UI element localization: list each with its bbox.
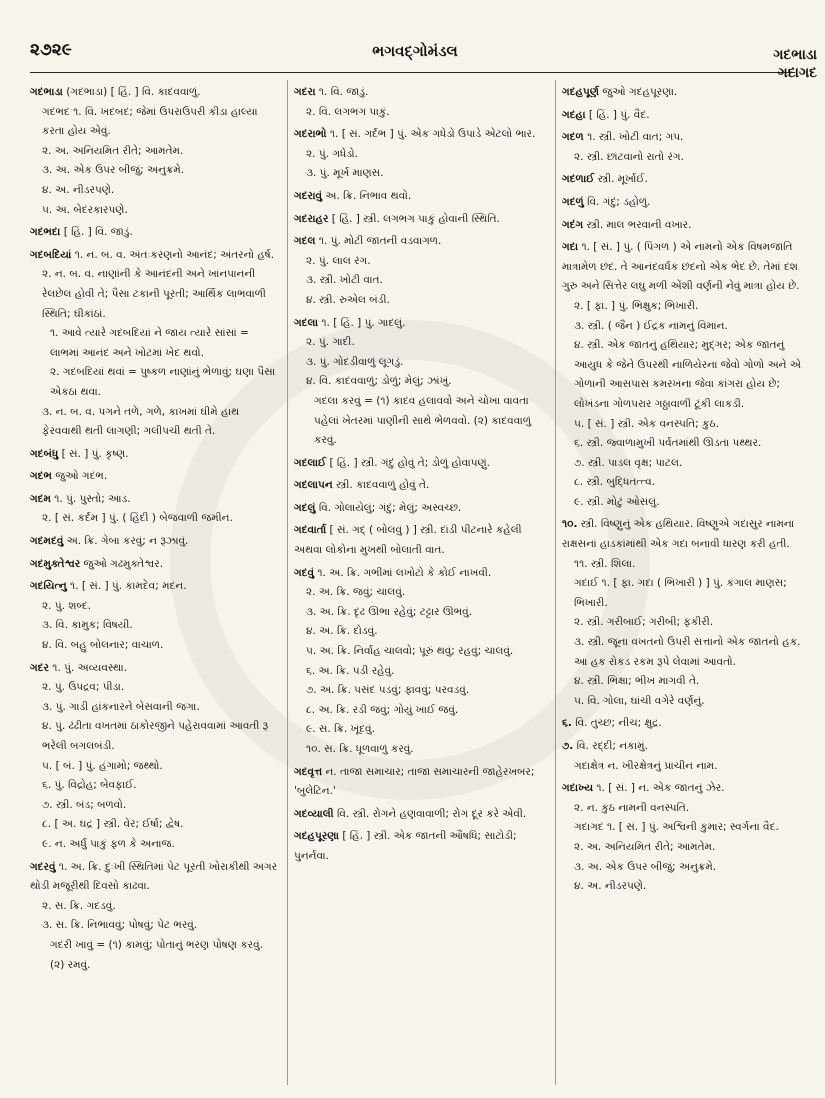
dictionary-sense-line: ૪. અ. ક્રિ. દોડવું. — [306, 625, 378, 638]
header-rule — [30, 72, 795, 73]
headword: ગદરાવું — [294, 189, 323, 202]
dictionary-column-1 — [30, 80, 280, 1090]
headword: ગદમ — [30, 492, 51, 505]
headword: ગદભાડા — [30, 86, 63, 98]
dictionary-sense-line: ૫. વિ. ગોલા, ઘાંચી વગેરે વર્ણનું. — [574, 694, 705, 707]
headword: ગદરવું — [30, 860, 56, 873]
dictionary-headword-entry: ગદલા ૧. [ હિં. ] પું. ગાદલું. — [294, 316, 406, 329]
dictionary-sense-line: ૩. વિ. કામુક; વિષયી. — [42, 619, 133, 632]
dictionary-sense-line: ૨. પું. ગાદી. — [306, 336, 355, 349]
headword: ગદલા — [294, 316, 319, 329]
dictionary-headword-entry: ગદબંધુ [ સં. ] પું. કૃષ્ણ. — [30, 447, 129, 460]
dictionary-headword-entry: ગદબદિયાં ૧. ન. બ. વ. અંતઃકરણનો આનંદ; અંતરનો હર્ષ. — [30, 248, 275, 261]
dictionary-sense-line: ૨. પું. શબ્દ. — [42, 599, 92, 612]
dictionary-headword-entry: ગદવું ૧. અ. ક્રિ. ગભીમાં લખોટો કે કોઈ નાખવી. — [294, 566, 492, 579]
dictionary-sense-line: ૩. પું. ગોદડીવાળું લૂગડું. — [306, 355, 404, 368]
dictionary-headword-entry: ગદવૃત્ત ન. તાજા સમાચાર; તાજા સમાચારની જાહેરખબર; 'બુલેટિન.' — [294, 765, 535, 798]
dictionary-sense-line: ૪. સ્ત્રી. ભિક્ષા; ભીખ માગવી તે. — [574, 675, 700, 688]
dictionary-headword-entry: ગદલાપન સ્ત્રી. કાદવવાળું હોવું તે. — [294, 479, 430, 492]
headword: ગદલાઈ — [294, 456, 327, 469]
dictionary-sense-line: ૩. સ્ત્રી. ખોટી વાત. — [306, 274, 383, 287]
dictionary-sense-line: ગદરી ખાવું = (૧) કામવું; પોતાનું ભરણ પોષણ કરવું. (૨) રમવું. — [50, 938, 263, 971]
dictionary-headword-entry: ગદળ ૧. સ્ત્રી. ખોટી વાત; ગપ. — [562, 131, 684, 144]
dictionary-sense-line: ૨. પું. લાલ રંગ. — [306, 254, 371, 267]
dictionary-headword-entry: ગદમ ૧. પું. પુસ્તો; આડ. — [30, 492, 131, 505]
dictionary-sense-line: ૧. આવે ત્યારે ગદબદિયાં ને જાય ત્યારે સાંસાં = લાભમાં આનંદ અને ખોટમાં ખેદ થવો. — [50, 327, 249, 359]
dictionary-headword-entry: ગદમદવું અ. ક્રિ. ગેબા કરવું; ન રૂઝાવું. — [30, 535, 189, 548]
dictionary-sense-line: ૩. પું. મૂર્ખ માણસ. — [306, 167, 384, 180]
column-divider — [555, 80, 556, 1085]
headword: ગદબંધુ — [30, 447, 59, 460]
dictionary-headword-entry: ગદભ જુઓ ગદભ. — [30, 470, 108, 483]
headword: ગદંગ — [562, 218, 584, 231]
headword: ગદવૃત્ત — [294, 765, 323, 778]
dictionary-sense-line: ૨. ગદબદિયાં થવાં = પુષ્કળ નાણાંનું ભેળાવું; ઘણા પૈસા એકઠા થવા. — [50, 366, 276, 398]
dictionary-sense-line: ૨. સ્ત્રી. ગરીબાઈ; ગરીબી; ફકીરી. — [574, 616, 714, 629]
dictionary-sense-line: ૨. વિ. લગભગ પાકું. — [306, 105, 390, 118]
headword: ગદયિત્નુ — [30, 580, 67, 593]
dictionary-headword-entry: ગદવાર્તા [ સં. ગદ્ ( બોલવું ) ] સ્ત્રી. દાંડી પીટનારે કહેલી અથવા લોકોના મુખથી બોલાતી વાત. — [294, 524, 522, 557]
dictionary-headword-entry: ગદરા ૧. વિ. જાડું. — [294, 86, 369, 98]
dictionary-headword-entry: ગદરાભો ૧. [ સં. ગર્દભ ] પું. એક ગધેડો ઉપાડે એટલો ભાર. — [294, 128, 536, 141]
dictionary-sense-line: ૨. [ ફા. ] પું. ભિક્ષુક; ભિખારી. — [574, 299, 699, 312]
dictionary-sense-line: ૨. અ. અનિયમિત રીતે; આમતેમ. — [42, 144, 184, 157]
dictionary-headword-entry: ગદાખ્ય ૧. [ સં. ] ન. એક જાતનું ઝેર. — [562, 782, 725, 795]
dictionary-sense-line: ગદભદ ૧. વિ. ખદબદ; જેમાં ઉપરાઉપરી કીડા હાલ્યા કરતા હોય એવું. — [42, 105, 258, 138]
dictionary-sense-line: ૨. અ. ક્રિ. જવું; ચાલવું. — [306, 586, 406, 599]
dictionary-sense-line: ૭. સ્ત્રી. પાડલ વૃક્ષ; પાટલ. — [574, 456, 683, 469]
dictionary-column-3 — [562, 80, 810, 1090]
headword: ૧૦. — [562, 518, 578, 531]
headword: ગદબદિયાં — [30, 248, 72, 261]
dictionary-sense-line: ૧૧. સ્ત્રી. શિલા. — [574, 557, 636, 570]
page-title: ભગવદ્ગોમંડલ — [372, 42, 458, 60]
headword: ગદહપૂરણા — [294, 830, 339, 843]
dictionary-sense-line: ૨. પું. ઉપદ્રવ; પીડા. — [42, 681, 125, 694]
dictionary-headword-entry: ગદંગ સ્ત્રી. માલ ભરવાની વખાર. — [562, 218, 692, 231]
headword: ગદલ — [294, 235, 316, 248]
dictionary-sense-line: ૩. સ્ત્રી. જૂના વખતનો ઉપરી સત્તાનો એક જાતનો હક. આ હક રોકડ રકમ રૂપે લેવામાં આવતો. — [574, 636, 801, 668]
headword: ગદળાઈ — [562, 173, 595, 186]
dictionary-sense-line: ૫. અ. ક્રિ. નિર્વાહ ચાલવો; પૂરું થવું; રહવું; ચાલવું. — [306, 645, 514, 658]
dictionary-sense-line: ૮. સ્ત્રી. બુદ્ધિતત્ત્વ. — [574, 476, 656, 489]
headword: ગદા — [562, 241, 579, 254]
dictionary-sense-line: ૬. સ્ત્રી. જ્વાળામુખી પર્વતમાંથી ઊડતા પથ્થર. — [574, 437, 762, 450]
dictionary-sense-line: ૫. [ સં. ] સ્ત્રી. એક વનસ્પતિ; કુઠ. — [574, 417, 719, 430]
dictionary-sense-line: ગદાગદ ૧. [ સં. ] પું. અશ્વિની કુમાર; સ્વર્ગના વૈદ. — [574, 821, 779, 834]
dictionary-sense-line: ૨. સ. ક્રિ. ગદડવું. — [42, 899, 116, 912]
dictionary-headword-entry: ગદહા [ હિં. ] પું. વૈદ. — [562, 108, 650, 121]
dictionary-sense-line: ૬. પું. વિદ્રોહ; બેવફાઈ. — [42, 779, 137, 792]
dictionary-sense-line: ૫. [ બં. ] પું. હંગામો; જથ્થો. — [42, 759, 163, 772]
dictionary-sense-line: ૨. [ સં. કર્દમ ] પું. ( હિંદી ) બેજવાળી જમીન. — [42, 512, 233, 525]
headword: ગદભદા — [30, 226, 61, 239]
dictionary-headword-entry: ગદહપૂરણા [ હિં. ] સ્ત્રી. એક જાતની ઔષધિ; સાટોડી; પુનર્નવા. — [294, 830, 517, 862]
dictionary-sense-line: ૩. અ. ક્રિ. દૃઢ ઊભા રહેવું; ટટ્ટાર ઊભવું. — [306, 605, 473, 618]
dictionary-sense-line: ૯. ન. અર્ધું પાકું ફળ કે અનાજ. — [42, 837, 175, 850]
headword: ગદાખ્ય — [562, 782, 594, 795]
dictionary-sense-line: ૪. વિ. કાદવવાળું; ડોળું; મેલું; ઝાંખું. — [306, 375, 452, 388]
page-number: ૨૭૨૯ — [30, 40, 72, 60]
dictionary-headword-entry: ગદયિત્નુ ૧. [ સં. ] પું. કામદેવ; મદન. — [30, 580, 187, 593]
dictionary-column-2 — [294, 80, 549, 1090]
guide-word-last: ગદાગદ — [777, 65, 817, 81]
dictionary-sense-line: ૨. ન. બ. વ. નાણાંની કે આનંદની અને ખાનપાનની રેલછેલ હોવી તે; પૈસા ટકાની પૂરતી; આર્થિક લાભવાળી સ્થિતિ; ઘીકાંઠાં. — [42, 268, 266, 320]
headword: ગદવું — [294, 566, 315, 579]
dictionary-headword-entry: ગદરવું ૧. અ. ક્રિ. દુઃખી સ્થિતિમાં પેટ પૂરતી ખોરાકીથી અગર થોડી મજૂરીથી દિવસો કાઢવા. — [30, 860, 278, 893]
guide-words — [773, 46, 817, 82]
dictionary-sense-line: ૩. પું. ગાડી હાંકનારને બેસવાની જગા. — [42, 700, 200, 713]
dictionary-sense-line: ૪. અ. નીડરપણે. — [574, 880, 647, 893]
guide-word-first: ગદભાડા — [773, 47, 817, 63]
column-divider — [287, 80, 288, 1085]
dictionary-sense-line: ૫. અ. બેદરકારપણે. — [42, 203, 128, 216]
dictionary-sense-line: ૩. અ. એક ઉપર બીજું; અનુક્રમે. — [574, 860, 717, 873]
dictionary-headword-entry: ગદરાવું અ. ક્રિ. નિભાવ થવો. — [294, 189, 412, 202]
dictionary-sense-line: ૪. સ્ત્રી. એક જાતનું હથિયાર; મુદ્‌ગર; એક જાતનું આયુધ કે જેને ઉપરથી નાળિયેરના જેવો ગોળો અને એ ગોળાની આસપાસ કમરખના જેવા કાંગરા હોય છે; લોખંડના ગોળપરાર ગઠ્ઠાવાળી ટૂંકી લાકડી. — [574, 339, 801, 410]
dictionary-headword-entry: ગદલાઈ [ હિં. ] સ્ત્રી. ગંદું હોવું તે; ડોળું હોવાપણું. — [294, 456, 491, 469]
headword: ગદલું — [294, 501, 316, 514]
headword: ગદભ — [30, 470, 52, 483]
dictionary-sense-line: ૨. ન. કુઠ નામની વનસ્પતિ. — [574, 801, 690, 814]
dictionary-sense-line: ૩. સ્ત્રી. ( જૈન ) ઈંદ્રક નામનું વિમાન. — [574, 319, 728, 332]
dictionary-sense-line: ૭. અ. ક્રિ. પસંદ પડવું; ફાવવું; પરવડવું. — [306, 684, 470, 697]
dictionary-headword-entry: ગદા ૧. [ સં. ] પું. ( પિંગળ ) એ નામનો એક વિષમજાતિ માત્રામેળ છંદ. તે આનંદવર્ધક છંદનો એક ભેદ છે. તેમાં દશ ગુરુ અને સિત્તેર લઘુ મળી એંશી વર્ણની નેવું માત્રા હોય છે. — [562, 241, 800, 293]
dictionary-headword-entry: ગદળાઈ સ્ત્રી. મૂર્ખાઈ. — [562, 173, 648, 186]
dictionary-sense-line: ૮. [ અ. ઘદ્ર ] સ્ત્રી. વેર; ઈર્ષા; દ્વેષ. — [42, 818, 184, 831]
dictionary-sense-line: ૨. પું. ગધેડો. — [306, 147, 359, 160]
headword: ગદર — [30, 661, 49, 674]
dictionary-headword-entry: ગદવ્યાલી વિ. સ્ત્રી. રોગને હણવાવાળી; રોગ દૂર કરે એવી. — [294, 807, 527, 820]
dictionary-sense-line: ૩. ન. બ. વ. પગને તળે, ગળે, કાખમાં ઘીમે હાથ ફેરવવાથી થતી લાગણી; ગલીપચી થતી તે. — [42, 405, 240, 438]
dictionary-sense-line: ગદાક્ષેત્ર ન. ખીરક્ષેત્રનું પ્રાચીન નામ. — [574, 759, 718, 772]
dictionary-sense-line: ૯. સ. ક્રિ. ખૂંદવું. — [306, 723, 375, 736]
dictionary-sense-line: ૯. સ્ત્રી. મોટું ઓસલું. — [574, 495, 660, 508]
headword: ગદલાપન — [294, 479, 333, 492]
dictionary-sense-line: ૧૦. સ. ક્રિ. ધૂળવાળું કરવું. — [306, 743, 414, 755]
headword: ગદમદવું — [30, 535, 64, 548]
headword: ગદરા — [294, 86, 316, 98]
dictionary-sense-line: ૩. સ. ક્રિ. નિભાવવું; પોષવું; પેટ ભરવું. — [42, 919, 198, 932]
dictionary-headword-entry: ૭. વિ. રદ્દી; નકામું. — [562, 740, 648, 752]
dictionary-headword-entry: ગદહપૂર્ણ જુઓ ગદહપૂરણા. — [562, 86, 678, 98]
headword: ગદળ — [562, 131, 584, 144]
dictionary-headword-entry: ૧૦. સ્ત્રી. વિષ્ણુનું એક હથિયાર. વિષ્ણુએ ગદાસુર નામના રાક્ષસનાં હાડકાંમાંથી એક ગદા બનાવી ધારણ કરી હતી. — [562, 518, 795, 551]
dictionary-sense-line: ૨. અ. અનિયમિત રીતે; આમતેમ. — [574, 840, 716, 853]
headword: ગદરાભો — [294, 128, 327, 141]
dictionary-sense-line: ગદાઈ ૧. [ ફા. ગદા ( ભિખારી ) ] પું. કંગાલ માણસ; ભિખારી. — [574, 577, 787, 609]
headword: ૭. — [562, 740, 574, 752]
dictionary-sense-line: ગદલા કરવું = (૧) કાદવ હલાવવો અને ચોખા વાવતા પહેલાં ખેતરમાં પાણીની સાથે ભેળવવો. (૨) કાદવવાળું કરવું. — [314, 394, 532, 447]
dictionary-headword-entry: ગદભદા [ હિં. ] વિ. જાડું. — [30, 226, 133, 239]
headword: ગદવ્યાલી — [294, 807, 334, 820]
dictionary-sense-line: ૪. વિ. બહુ બોલનાર; વાચાળ. — [42, 639, 164, 652]
dictionary-sense-line: ૮. અ. ક્રિ. રડી જવું; ગોયું ખાઈ જવું. — [306, 703, 459, 716]
dictionary-headword-entry: ૬. વિ. તુચ્છ; નીચ; ક્ષુદ્ર. — [562, 717, 662, 730]
headword: ગદળું — [562, 195, 584, 208]
dictionary-sense-line: ૪. સ્ત્રી. રુએલ બંડી. — [306, 293, 390, 306]
dictionary-sense-line: ૭. સ્ત્રી. બંડ; બળવો. — [42, 798, 127, 811]
headword: ગદરાહર — [294, 212, 329, 225]
headword: ગદમુક્તેશ્વર — [30, 557, 81, 570]
dictionary-headword-entry: ગદળું વિ. ગંદું; ડહોળું. — [562, 195, 651, 208]
dictionary-sense-line: ૬. અ. ક્રિ. પડી રહેવું. — [306, 664, 395, 677]
dictionary-headword-entry: ગદલ ૧. પું. મોટી જાતની વડવાગળ. — [294, 235, 442, 248]
dictionary-sense-line: ૪. અ. નીડરપણે. — [42, 183, 115, 196]
headword: ૬. — [562, 717, 572, 730]
dictionary-headword-entry: ગદમુક્તેશ્વર જુઓ ગઢમુક્તેશ્વર. — [30, 557, 164, 570]
dictionary-sense-line: ૪. પું. ઢંઢીતા વખતમાં ઠાકોરજીને પહેરાવવામાં આવતી રૂ ભરેલી બગલબંડી. — [42, 720, 269, 752]
headword: ગદહપૂર્ણ — [562, 86, 599, 98]
headword: ગદવાર્તા — [294, 524, 327, 537]
dictionary-headword-entry: ગદર ૧. પું. અવ્યવસ્થા. — [30, 661, 128, 674]
dictionary-headword-entry: ગદલું વિ. ગોલાયેલું; ગંદું; મેલું; અસ્વચ્છ. — [294, 501, 462, 514]
dictionary-sense-line: ૨. સ્ત્રી. છાંટવાનો રાતો રંગ. — [574, 150, 684, 163]
dictionary-headword-entry: ગદભાડા (ગદભાડા) [ હિં. ] વિ. કાદવવાળું. — [30, 86, 201, 98]
headword: ગદહા — [562, 108, 586, 121]
dictionary-headword-entry: ગદરાહર [ હિં. ] સ્ત્રી. લગભગ પાકું હોવાની સ્થિતિ. — [294, 212, 500, 225]
dictionary-sense-line: ૩. અ. એક ઉપર બીજું; અનુક્રમે. — [42, 164, 185, 177]
